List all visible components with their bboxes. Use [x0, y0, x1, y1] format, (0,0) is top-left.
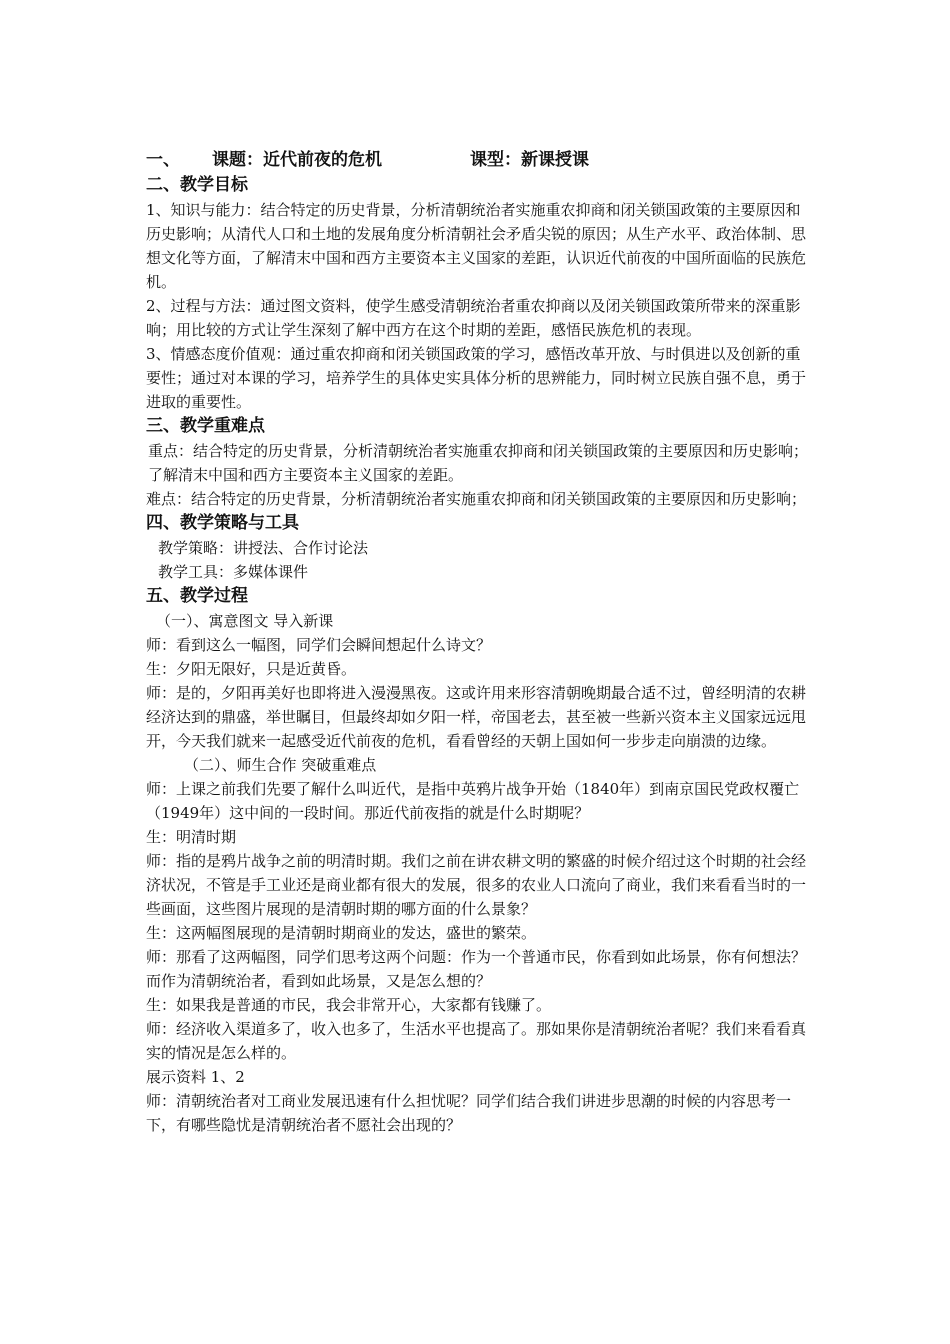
strategy-line: 教学策略：讲授法、合作讨论法: [158, 539, 369, 557]
goal-paragraph: 1、知识与能力：结合特定的历史背景，分析清朝统治者实施重农抑商和闭关锁国政策的主要原因和历史影响；从清代人口和土地的发展角度分析清朝社会矛盾尖锐的原因；从生产水平、政治体制、思想文化等方面，了解清末中国和西方主要资本主义国家的差距，认识近代前夜的中国所面临的民族危机。: [146, 201, 807, 291]
key-heading: 三、教学重难点: [146, 416, 265, 436]
dialogue-line: 生：明清时期: [146, 828, 237, 846]
dialogue-line: 师：是的，夕阳再美好也即将进入漫漫黑夜。这或许用来形容清朝晚期最合适不过，曾经明清的农耕经济达到的鼎盛，举世瞩目，但最终却如夕阳一样，帝国老去，甚至被一些新兴资本主义国家远远甩开，今天我们就来一起感受近代前夜的危机，看看曾经的天朝上国如何一步步走向崩溃的边缘。: [146, 684, 807, 750]
process-heading: 五、教学过程: [146, 586, 248, 606]
lesson-title: [146, 148, 812, 173]
step-heading: （二）、师生合作 突破重难点: [184, 756, 377, 774]
dialogue-line: 生：如果我是普通的市民，我会非常开心，大家都有钱赚了。: [146, 996, 552, 1014]
dialogue-line: 师：清朝统治者对工商业发展迅速有什么担忧呢？同学们结合我们讲进步思潮的时候的内容思考一下，有哪些隐忧是清朝统治者不愿社会出现的？: [146, 1092, 792, 1134]
goal-paragraph: 2、过程与方法：通过图文资料，使学生感受清朝统治者重农抑商以及闭关锁国政策所带来的深重影响；用比较的方式让学生深刻了解中西方在这个时期的差距，感悟民族危机的表现。: [146, 297, 801, 339]
step-heading: （一）、寓意图文 导入新课: [156, 612, 334, 630]
dialogue-line: 师：那看了这两幅图，同学们思考这两个问题：作为一个普通市民，你看到如此场景，你有何想法？ 而作为清朝统治者，看到如此场景，又是怎么想的？: [146, 948, 807, 990]
title-topic: 课题：近代前夜的危机: [212, 150, 382, 170]
dialogue-line: 师：指的是鸦片战争之前的明清时期。我们之前在讲农耕文明的繁盛的时候介绍过这个时期的社会经济状况，不管是手工业还是商业都有很大的发展，很多的农业人口流向了商业，我们来看看当时的一些画面，这些图片展现的是清朝时期的哪方面的什么景象？: [146, 852, 807, 918]
strategy-heading: 四、教学策略与工具: [146, 513, 299, 533]
key-point: 重点：结合特定的历史背景，分析清朝统治者实施重农抑商和闭关锁国政策的主要原因和历史影响；了解清末中国和西方主要资本主义国家的差距。: [148, 442, 809, 484]
title-type: 课型：新课授课: [470, 150, 589, 170]
dialogue-line: 展示资料 1、2: [146, 1068, 245, 1086]
goal-paragraph: 3、情感态度价值观：通过重农抑商和闭关锁国政策的学习，感悟改革开放、与时俱进以及创新的重要性；通过对本课的学习，培养学生的具体史实具体分析的思辨能力，同时树立民族自强不息，勇于进取的重要性。: [146, 345, 807, 411]
dialogue-line: 生：夕阳无限好，只是近黄昏。: [146, 660, 357, 678]
tools-line: 教学工具：多媒体课件: [158, 563, 309, 581]
difficult-point: 难点：结合特定的历史背景，分析清朝统治者实施重农抑商和闭关锁国政策的主要原因和历史影响；: [146, 490, 807, 508]
goals-heading: 二、教学目标: [146, 175, 248, 195]
dialogue-line: 生：这两幅图展现的是清朝时期商业的发达，盛世的繁荣。: [146, 924, 537, 942]
dialogue-line: 师：看到这么一幅图，同学们会瞬间想起什么诗文？: [146, 636, 492, 654]
document-page: [146, 148, 812, 1137]
title-number: 一、: [146, 150, 180, 170]
dialogue-line: 师：上课之前我们先要了解什么叫近代，是指中英鸦片战争开始（1840年）到南京国民党政权覆亡（1949年）这中间的一段时间。那近代前夜指的就是什么时期呢？: [146, 780, 800, 822]
dialogue-line: 师：经济收入渠道多了，收入也多了，生活水平也提高了。那如果你是清朝统治者呢？我们来看看真实的情况是怎么样的。: [146, 1020, 807, 1062]
